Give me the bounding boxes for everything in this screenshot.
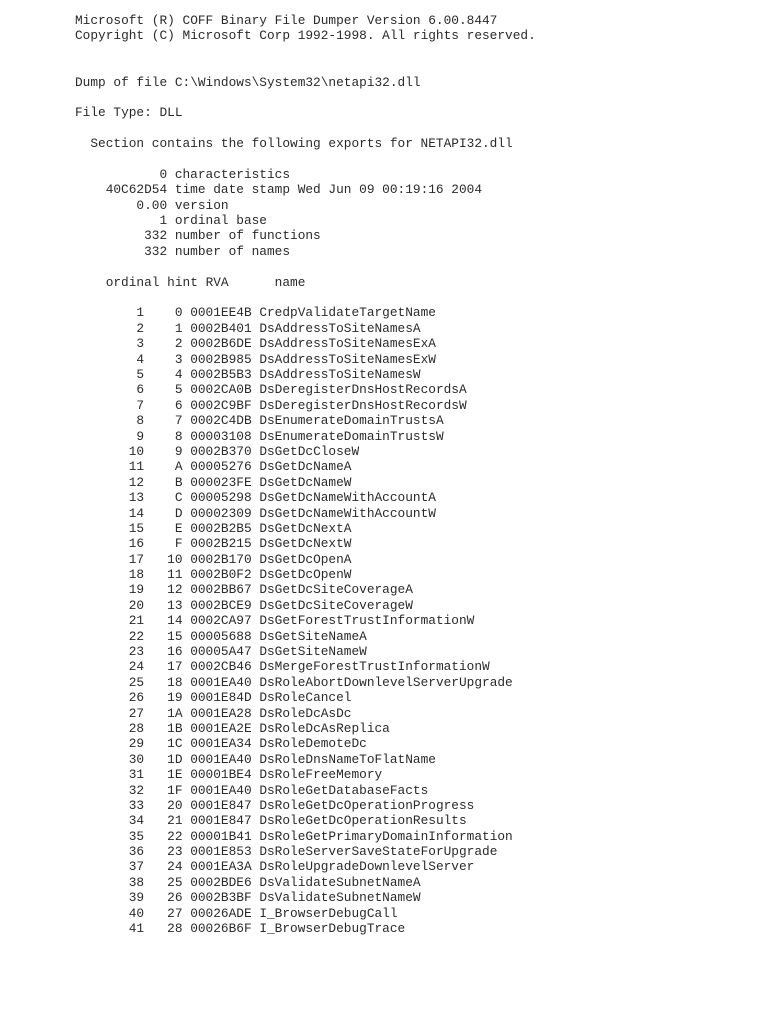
export-rva: 0002B0F2 <box>190 567 252 583</box>
export-hint: F <box>174 536 183 552</box>
export-rva: 0002B2B5 <box>190 520 252 536</box>
export-name: DsRoleServerSaveStateForUpgrade <box>259 844 498 860</box>
export-hint: E <box>174 520 183 536</box>
blank-line <box>75 44 536 59</box>
export-rva: 0002CA97 <box>190 613 252 629</box>
export-name: DsGetForestTrustInformationW <box>259 613 475 629</box>
export-name: DsValidateSubnetNameW <box>259 890 421 906</box>
export-row <box>75 644 536 659</box>
export-name: DsRoleFreeMemory <box>259 767 383 783</box>
export-rva: 00001B41 <box>190 828 252 844</box>
export-ordinal: 23 <box>128 644 145 660</box>
export-row <box>75 906 536 921</box>
export-hint: 17 <box>167 659 183 675</box>
export-hint: 22 <box>167 828 183 844</box>
summary-label: characteristics <box>174 166 291 182</box>
export-hint: 6 <box>174 397 183 413</box>
export-rva: 0001EA40 <box>190 782 252 798</box>
summary-row <box>75 167 536 182</box>
export-rva: 00005688 <box>190 628 252 644</box>
export-rva: 0001EA3A <box>190 859 252 875</box>
export-hint: 1C <box>167 736 183 752</box>
summary-value: 332 <box>144 243 168 259</box>
export-row <box>75 598 536 613</box>
export-rva: 0002B401 <box>190 320 252 336</box>
export-rva: 0002B3BF <box>190 890 252 906</box>
export-name: DsRoleDemoteDc <box>259 736 367 752</box>
export-hint: 9 <box>174 443 183 459</box>
exports-table-header <box>75 275 536 290</box>
export-ordinal: 28 <box>128 720 145 736</box>
summary-label: number of functions <box>174 228 321 244</box>
export-row <box>75 475 536 490</box>
export-rva: 00001BE4 <box>190 767 252 783</box>
export-name: DsRoleDcAsDc <box>259 705 352 721</box>
export-ordinal: 32 <box>128 782 145 798</box>
summary-value: 0.00 <box>136 197 168 213</box>
exports-table <box>75 305 536 936</box>
export-row <box>75 721 536 736</box>
column-header-name: name <box>274 274 306 290</box>
export-rva: 0001EE4B <box>190 305 252 321</box>
export-ordinal: 11 <box>128 459 145 475</box>
export-rva: 0002B170 <box>190 551 252 567</box>
export-name: DsAddressToSiteNamesW <box>259 366 421 382</box>
export-name: DsGetDcSiteCoverageW <box>259 597 413 613</box>
export-hint: 25 <box>167 874 183 890</box>
summary-row <box>75 198 536 213</box>
export-name: DsGetDcNameA <box>259 459 352 475</box>
export-hint: A <box>174 459 183 475</box>
export-name: DsRoleGetDcOperationResults <box>259 813 467 829</box>
column-header-hint: hint <box>167 274 198 290</box>
summary-label: ordinal base <box>174 213 267 229</box>
export-row <box>75 890 536 905</box>
summary-value: 40C62D54 <box>105 182 168 198</box>
export-row <box>75 382 536 397</box>
export-ordinal: 25 <box>128 674 145 690</box>
export-row <box>75 321 536 336</box>
copyright-line: Copyright (C) Microsoft Corp 1992-1998. All rights reserved. <box>75 28 536 44</box>
export-rva: 0002B6DE <box>190 336 252 352</box>
export-hint: 11 <box>167 567 183 583</box>
export-rva: 00003108 <box>190 428 252 444</box>
export-ordinal: 5 <box>136 366 145 382</box>
export-row <box>75 490 536 505</box>
export-row <box>75 859 536 874</box>
export-rva: 00026ADE <box>190 905 252 921</box>
section-exports-line <box>75 136 536 151</box>
export-ordinal: 40 <box>128 905 145 921</box>
export-hint: C <box>174 490 183 506</box>
export-name: I_BrowserDebugTrace <box>259 921 406 937</box>
export-name: DsAddressToSiteNamesExW <box>259 351 436 367</box>
export-name: CredpValidateTargetName <box>259 305 436 321</box>
summary-row <box>75 228 536 243</box>
export-hint: 19 <box>167 690 183 706</box>
export-row <box>75 552 536 567</box>
export-rva: 0002BCE9 <box>190 597 252 613</box>
export-row <box>75 367 536 382</box>
export-hint: 3 <box>174 351 183 367</box>
export-ordinal: 4 <box>136 351 145 367</box>
export-name: DsGetDcNextW <box>259 536 352 552</box>
export-hint: 10 <box>167 551 183 567</box>
export-ordinal: 30 <box>128 751 145 767</box>
export-row <box>75 398 536 413</box>
export-summary <box>75 167 536 259</box>
export-rva: 0002CA0B <box>190 382 252 398</box>
export-hint: 18 <box>167 674 183 690</box>
summary-label: version <box>174 197 229 213</box>
dump-file-line: Dump of file C:\Windows\System32\netapi32.dll <box>75 74 421 90</box>
export-row <box>75 582 536 597</box>
export-hint: 1B <box>167 720 183 736</box>
export-hint: 1E <box>167 767 183 783</box>
export-hint: 2 <box>174 336 183 352</box>
export-row <box>75 875 536 890</box>
export-name: DsEnumerateDomainTrustsW <box>259 428 444 444</box>
export-ordinal: 7 <box>136 397 145 413</box>
export-ordinal: 29 <box>128 736 145 752</box>
export-rva: 0002CB46 <box>190 659 252 675</box>
summary-label: number of names <box>174 243 291 259</box>
export-ordinal: 24 <box>128 659 145 675</box>
export-ordinal: 35 <box>128 828 145 844</box>
export-row <box>75 829 536 844</box>
export-name: DsGetSiteNameW <box>259 644 367 660</box>
export-hint: 1 <box>174 320 183 336</box>
summary-row <box>75 213 536 228</box>
export-rva: 0002C4DB <box>190 413 252 429</box>
export-ordinal: 16 <box>128 536 145 552</box>
export-rva: 0002C9BF <box>190 397 252 413</box>
export-name: DsRoleGetDcOperationProgress <box>259 797 475 813</box>
file-type-line: File Type: DLL <box>75 105 183 121</box>
export-hint: 15 <box>167 628 183 644</box>
export-rva: 00005A47 <box>190 644 252 660</box>
summary-value: 1 <box>159 213 168 229</box>
export-hint: 28 <box>167 921 183 937</box>
export-ordinal: 22 <box>128 628 145 644</box>
export-name: DsEnumerateDomainTrustsA <box>259 413 444 429</box>
export-rva: 0001EA28 <box>190 705 252 721</box>
export-row <box>75 352 536 367</box>
export-row <box>75 752 536 767</box>
export-row <box>75 521 536 536</box>
export-rva: 0001EA34 <box>190 736 252 752</box>
export-name: DsAddressToSiteNamesExA <box>259 336 436 352</box>
export-rva: 0001EA2E <box>190 720 252 736</box>
export-name: DsGetDcCloseW <box>259 443 360 459</box>
export-name: DsDeregisterDnsHostRecordsA <box>259 382 467 398</box>
export-rva: 0002BB67 <box>190 582 252 598</box>
export-rva: 0001E84D <box>190 690 252 706</box>
export-rva: 00026B6F <box>190 921 252 937</box>
blank-line <box>75 152 536 167</box>
export-hint: 4 <box>174 366 183 382</box>
export-hint: 13 <box>167 597 183 613</box>
summary-row <box>75 182 536 197</box>
export-name: I_BrowserDebugCall <box>259 905 398 921</box>
export-hint: 0 <box>174 305 183 321</box>
export-ordinal: 38 <box>128 874 145 890</box>
tool-version-line: Microsoft (R) COFF Binary File Dumper Version 6.00.8447 <box>75 13 498 28</box>
blank-line <box>75 290 536 305</box>
export-row <box>75 767 536 782</box>
export-name: DsGetDcNameWithAccountW <box>259 505 436 521</box>
export-name: DsGetDcNextA <box>259 520 352 536</box>
export-row <box>75 736 536 751</box>
export-rva: 0001E847 <box>190 813 252 829</box>
export-ordinal: 27 <box>128 705 145 721</box>
export-name: DsRoleGetPrimaryDomainInformation <box>259 828 513 844</box>
export-name: DsRoleDnsNameToFlatName <box>259 751 436 767</box>
export-row <box>75 429 536 444</box>
export-rva: 0002BDE6 <box>190 874 252 890</box>
export-name: DsMergeForestTrustInformationW <box>259 659 490 675</box>
blank-line <box>75 259 536 274</box>
export-row <box>75 813 536 828</box>
export-rva: 0001EA40 <box>190 751 252 767</box>
export-hint: 26 <box>167 890 183 906</box>
export-row <box>75 506 536 521</box>
export-ordinal: 18 <box>128 567 145 583</box>
export-rva: 0001E853 <box>190 844 252 860</box>
export-ordinal: 41 <box>128 921 145 937</box>
export-rva: 00005276 <box>190 459 252 475</box>
summary-value: 332 <box>144 228 168 244</box>
export-ordinal: 15 <box>128 520 145 536</box>
export-row <box>75 659 536 674</box>
export-name: DsAddressToSiteNamesA <box>259 320 421 336</box>
export-rva: 00005298 <box>190 490 252 506</box>
export-row <box>75 783 536 798</box>
export-ordinal: 21 <box>128 613 145 629</box>
export-ordinal: 10 <box>128 443 145 459</box>
export-name: DsGetSiteNameA <box>259 628 367 644</box>
export-row <box>75 921 536 936</box>
export-ordinal: 14 <box>128 505 145 521</box>
export-name: DsDeregisterDnsHostRecordsW <box>259 397 467 413</box>
export-hint: 16 <box>167 644 183 660</box>
export-row <box>75 567 536 582</box>
export-name: DsRoleGetDatabaseFacts <box>259 782 429 798</box>
export-ordinal: 34 <box>128 813 145 829</box>
export-hint: 14 <box>167 613 183 629</box>
export-hint: 1F <box>167 782 183 798</box>
export-hint: D <box>174 505 183 521</box>
export-ordinal: 3 <box>136 336 145 352</box>
export-hint: 1D <box>167 751 183 767</box>
export-ordinal: 17 <box>128 551 145 567</box>
export-row <box>75 613 536 628</box>
export-rva: 0001E847 <box>190 797 252 813</box>
export-ordinal: 9 <box>136 428 145 444</box>
export-name: DsGetDcNameW <box>259 474 352 490</box>
export-hint: 7 <box>174 413 183 429</box>
export-ordinal: 20 <box>128 597 145 613</box>
section-exports-text: Section contains the following exports for NETAPI32.dll <box>90 136 513 152</box>
export-rva: 000023FE <box>190 474 252 490</box>
export-hint: 5 <box>174 382 183 398</box>
summary-label: time date stamp Wed Jun 09 00:19:16 2004 <box>174 182 483 198</box>
export-ordinal: 12 <box>128 474 145 490</box>
export-row <box>75 305 536 320</box>
export-rva: 0002B370 <box>190 443 252 459</box>
export-hint: 12 <box>167 582 183 598</box>
export-hint: 21 <box>167 813 183 829</box>
export-ordinal: 37 <box>128 859 145 875</box>
export-row <box>75 706 536 721</box>
export-row <box>75 459 536 474</box>
export-row <box>75 336 536 351</box>
export-name: DsRoleAbortDownlevelServerUpgrade <box>259 674 513 690</box>
export-rva: 0002B215 <box>190 536 252 552</box>
export-row <box>75 690 536 705</box>
export-name: DsGetDcOpenW <box>259 567 352 583</box>
export-name: DsGetDcOpenA <box>259 551 352 567</box>
export-ordinal: 36 <box>128 844 145 860</box>
column-header-ordinal: ordinal <box>105 274 160 290</box>
export-row <box>75 629 536 644</box>
summary-row <box>75 244 536 259</box>
export-ordinal: 6 <box>136 382 145 398</box>
export-row <box>75 844 536 859</box>
export-hint: 8 <box>174 428 183 444</box>
export-ordinal: 2 <box>136 320 145 336</box>
export-ordinal: 19 <box>128 582 145 598</box>
export-ordinal: 31 <box>128 767 145 783</box>
export-row <box>75 413 536 428</box>
export-row <box>75 536 536 551</box>
export-ordinal: 8 <box>136 413 145 429</box>
export-row <box>75 675 536 690</box>
export-name: DsRoleDcAsReplica <box>259 720 390 736</box>
export-ordinal: 33 <box>128 797 145 813</box>
export-hint: 24 <box>167 859 183 875</box>
export-name: DsValidateSubnetNameA <box>259 874 421 890</box>
summary-value: 0 <box>159 166 168 182</box>
export-ordinal: 39 <box>128 890 145 906</box>
export-hint: B <box>174 474 183 490</box>
export-hint: 27 <box>167 905 183 921</box>
export-rva: 0002B5B3 <box>190 366 252 382</box>
export-name: DsRoleCancel <box>259 690 352 706</box>
blank-line <box>75 121 536 136</box>
column-header-rva: RVA <box>205 274 229 290</box>
blank-line <box>75 59 536 74</box>
export-name: DsGetDcNameWithAccountA <box>259 490 436 506</box>
export-rva: 0002B985 <box>190 351 252 367</box>
export-rva: 0001EA40 <box>190 674 252 690</box>
export-row <box>75 798 536 813</box>
blank-line <box>75 90 536 105</box>
export-name: DsGetDcSiteCoverageA <box>259 582 413 598</box>
export-ordinal: 13 <box>128 490 145 506</box>
export-row <box>75 444 536 459</box>
export-rva: 00002309 <box>190 505 252 521</box>
export-hint: 1A <box>167 705 183 721</box>
export-ordinal: 1 <box>136 305 145 321</box>
export-hint: 23 <box>167 844 183 860</box>
export-name: DsRoleUpgradeDownlevelServer <box>259 859 475 875</box>
dumpbin-output <box>75 13 536 936</box>
export-hint: 20 <box>167 797 183 813</box>
export-ordinal: 26 <box>128 690 145 706</box>
